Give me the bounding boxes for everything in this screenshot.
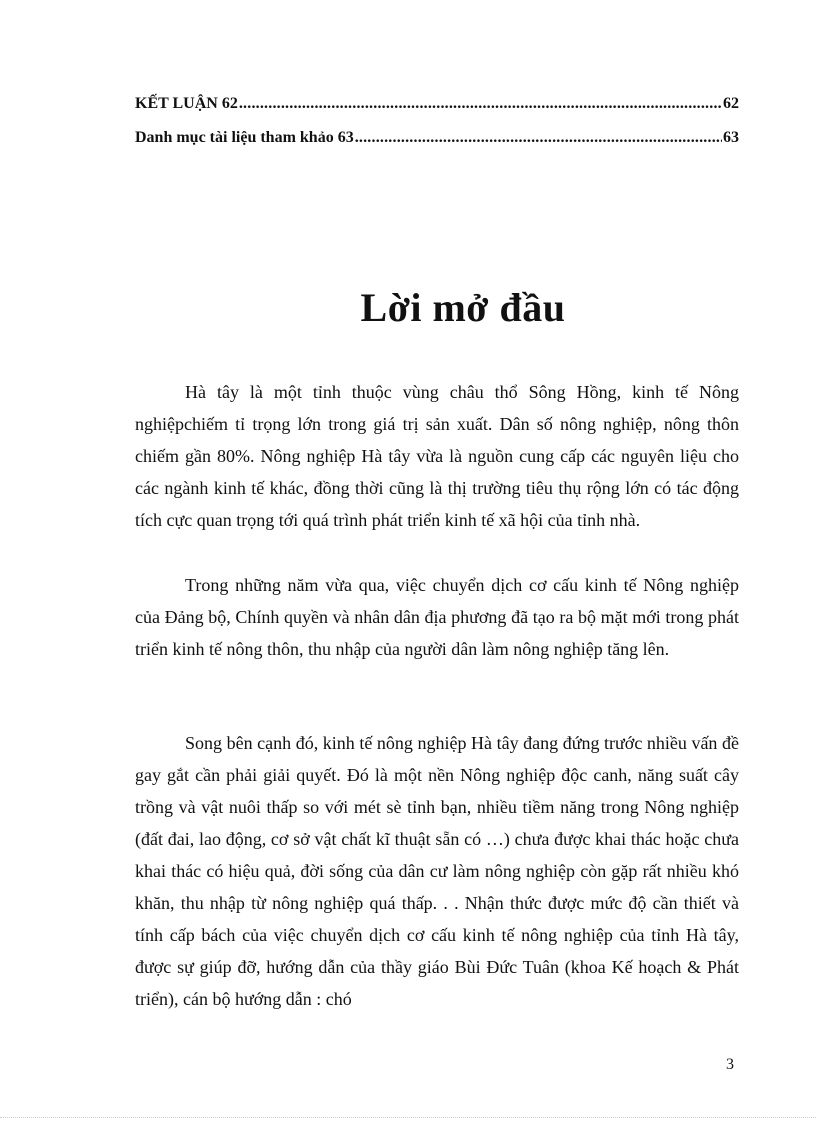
paragraph-text: Hà tây là một tỉnh thuộc vùng châu thổ Sông Hồng, kinh tế Nông nghiệpchiếm tỉ trọng lớn trong giá trị sản xuất. Dân số nông nghiệp, nông thôn chiếm gần 80%. Nông nghiệp Hà tây vừa là nguồn cung cấp các nguyên liệu cho các ngành kinh tế khác, đồng thời cũng là thị trường tiêu thụ rộng lớn có tác động tích cực quan trọng tới quá trình phát triển kinh tế xã hội của tỉnh nhà. [135,382,739,530]
page-divider [0,1117,816,1118]
toc-dot-leader [239,95,722,113]
paragraph-text: Trong những năm vừa qua, việc chuyển dịch cơ cấu kinh tế Nông nghiệp của Đảng bộ, Chính quyền và nhân dân địa phương đã tạo ra bộ mặt mới trong phát triển kinh tế nông thôn, thu nhập của người dân làm nông nghiệp tăng lên. [135,575,739,659]
page-title: Lời mở đầu [360,285,566,330]
body-paragraph [135,569,739,665]
toc-dot-leader [355,129,722,147]
toc-label: Danh mục tài liệu tham khảo 63 [135,129,354,146]
body-paragraph [135,376,739,536]
toc-label: KẾT LUẬN 62 [135,95,238,112]
body-paragraph [135,727,739,1015]
toc-page-number: 62 [723,95,739,112]
page-number: 3 [726,1056,734,1073]
toc-entry-conclusion[interactable] [135,95,739,119]
paragraph-text: Song bên cạnh đó, kinh tế nông nghiệp Hà tây đang đứng trước nhiều vấn đề gay gắt cần phải giải quyết. Đó là một nền Nông nghiệp độc canh, năng suất cây trồng và vật nuôi thấp so với mét sè tỉnh bạn, nhiều tiềm năng trong Nông nghiệp (đất đai, lao động, cơ sở vật chất kĩ thuật sẵn có …) chưa được khai thác hoặc chưa khai thác có hiệu quả, đời sống của dân cư làm nông nghiệp còn gặp rất nhiều khó khăn, thu nhập từ nông nghiệp quá thấp. . . Nhận thức được mức độ cần thiết và tính cấp bách của việc chuyển dịch cơ cấu kinh tế nông nghiệp của tỉnh Hà tây, được sự giúp đỡ, hướng dẫn của thầy giáo Bùi Đức Tuân (khoa Kế hoạch & Phát triển), cán bộ hướng dẫn : chó [135,733,739,1009]
toc-entry-references[interactable] [135,129,739,153]
toc-page-number: 63 [723,129,739,146]
